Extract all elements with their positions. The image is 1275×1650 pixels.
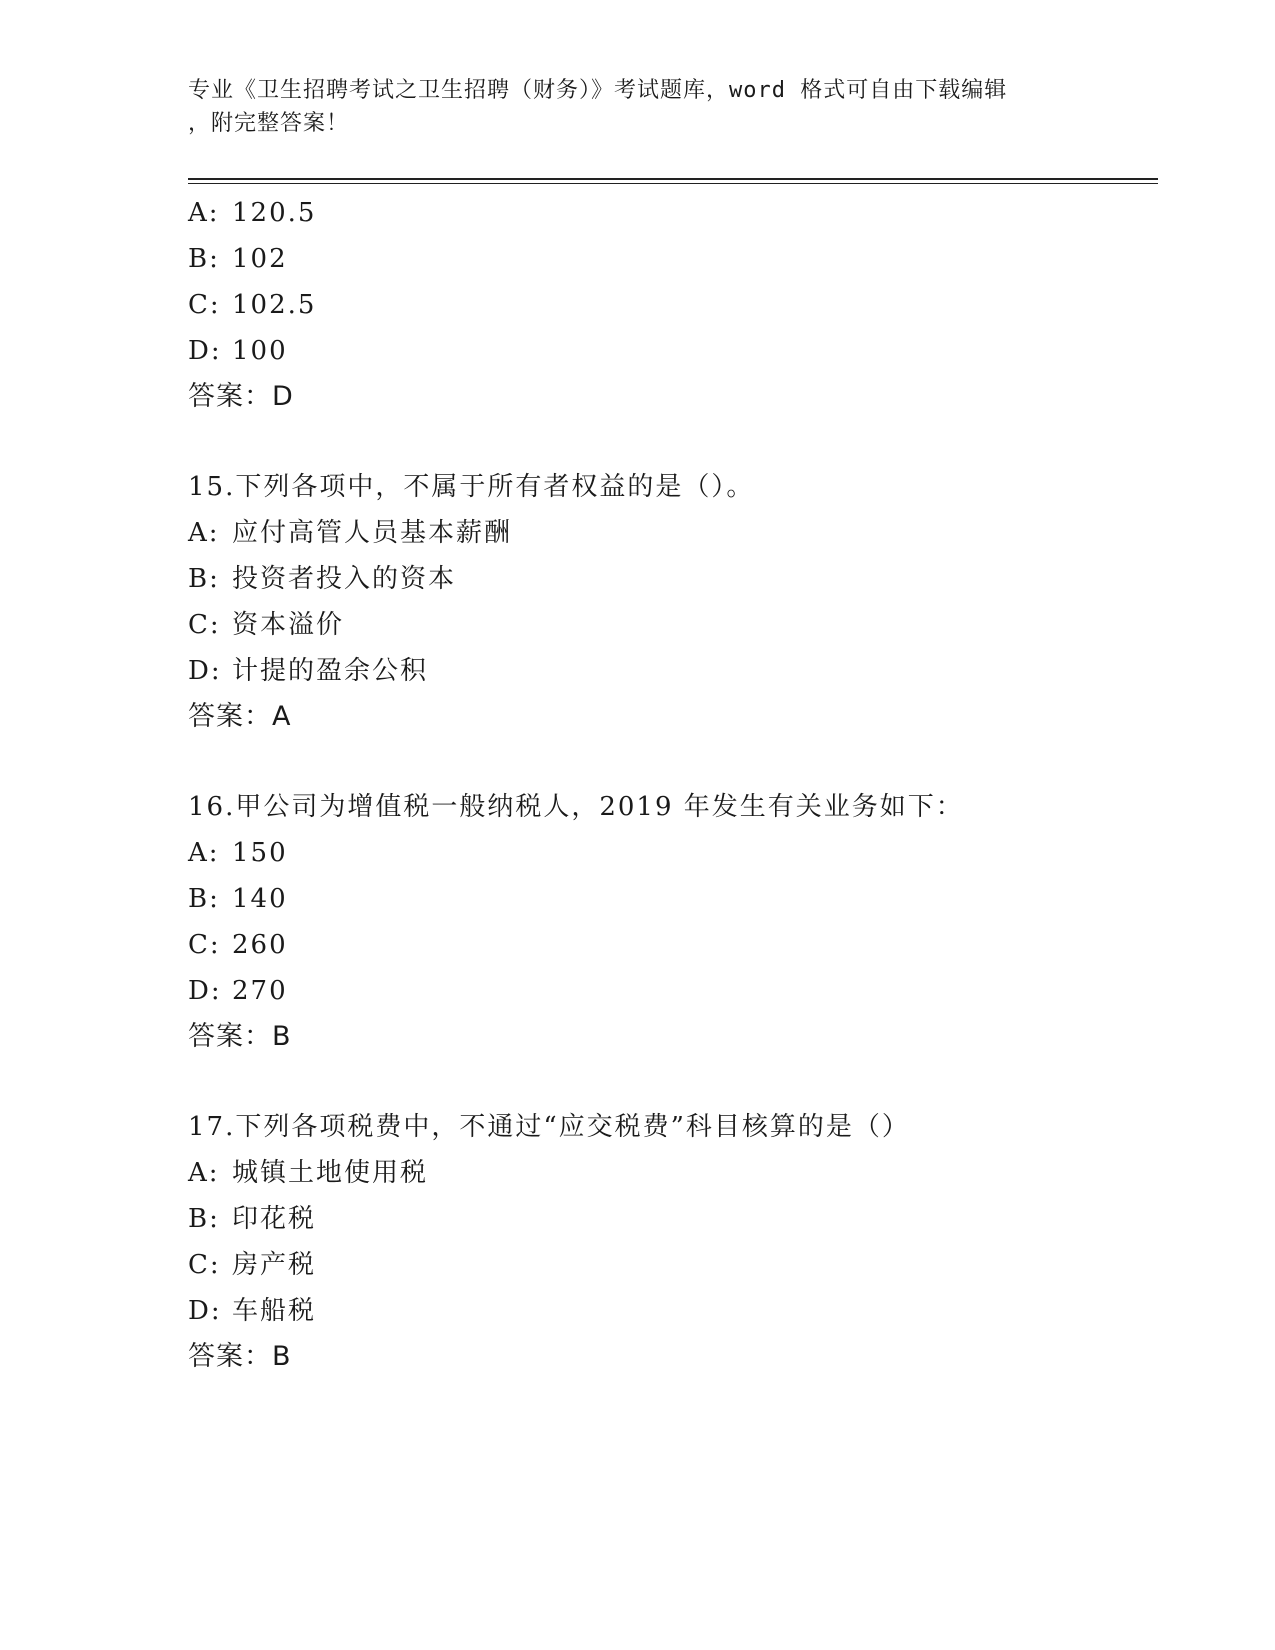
question-block-14 [188, 190, 1158, 420]
option-b: B: 102 [188, 244, 288, 274]
option-a: A: 150 [188, 838, 288, 868]
answer-line: 答案：D [188, 381, 294, 412]
option-b: B: 140 [188, 884, 288, 914]
question-block-15 [188, 464, 1158, 740]
option-c: C: 260 [188, 930, 288, 960]
answer-line: 答案：B [188, 1341, 292, 1372]
option-c: C: 房产税 [188, 1250, 317, 1280]
document-header [188, 74, 1088, 140]
question-text: 16.甲公司为增值税一般纳税人，2019 年发生有关业务如下： [188, 792, 964, 822]
question-block-17 [188, 1104, 1158, 1380]
option-d: D: 计提的盈余公积 [188, 656, 429, 686]
option-c: C: 资本溢价 [188, 610, 345, 640]
option-a: A: 120.5 [188, 198, 317, 228]
option-d: D: 车船税 [188, 1296, 317, 1326]
question-text: 17.下列各项税费中，不通过“应交税费”科目核算的是（） [188, 1112, 910, 1142]
header-line-2: ，附完整答案！ [188, 111, 350, 136]
option-b: B: 印花税 [188, 1204, 317, 1234]
option-d: D: 100 [188, 336, 288, 366]
question-text: 15.下列各项中，不属于所有者权益的是（）。 [188, 472, 755, 502]
header-divider-thick [188, 178, 1158, 180]
answer-line: 答案：B [188, 1021, 292, 1052]
option-d: D: 270 [188, 976, 288, 1006]
option-a: A: 应付高管人员基本薪酬 [188, 518, 513, 548]
option-c: C: 102.5 [188, 290, 317, 320]
header-divider-thin [188, 183, 1158, 184]
option-a: A: 城镇土地使用税 [188, 1158, 429, 1188]
option-b: B: 投资者投入的资本 [188, 564, 457, 594]
answer-line: 答案：A [188, 701, 292, 732]
question-list [188, 190, 1158, 1380]
question-block-16 [188, 784, 1158, 1060]
header-line-1: 专业《卫生招聘考试之卫生招聘（财务）》考试题库，word 格式可自由下载编辑 [188, 78, 1008, 103]
